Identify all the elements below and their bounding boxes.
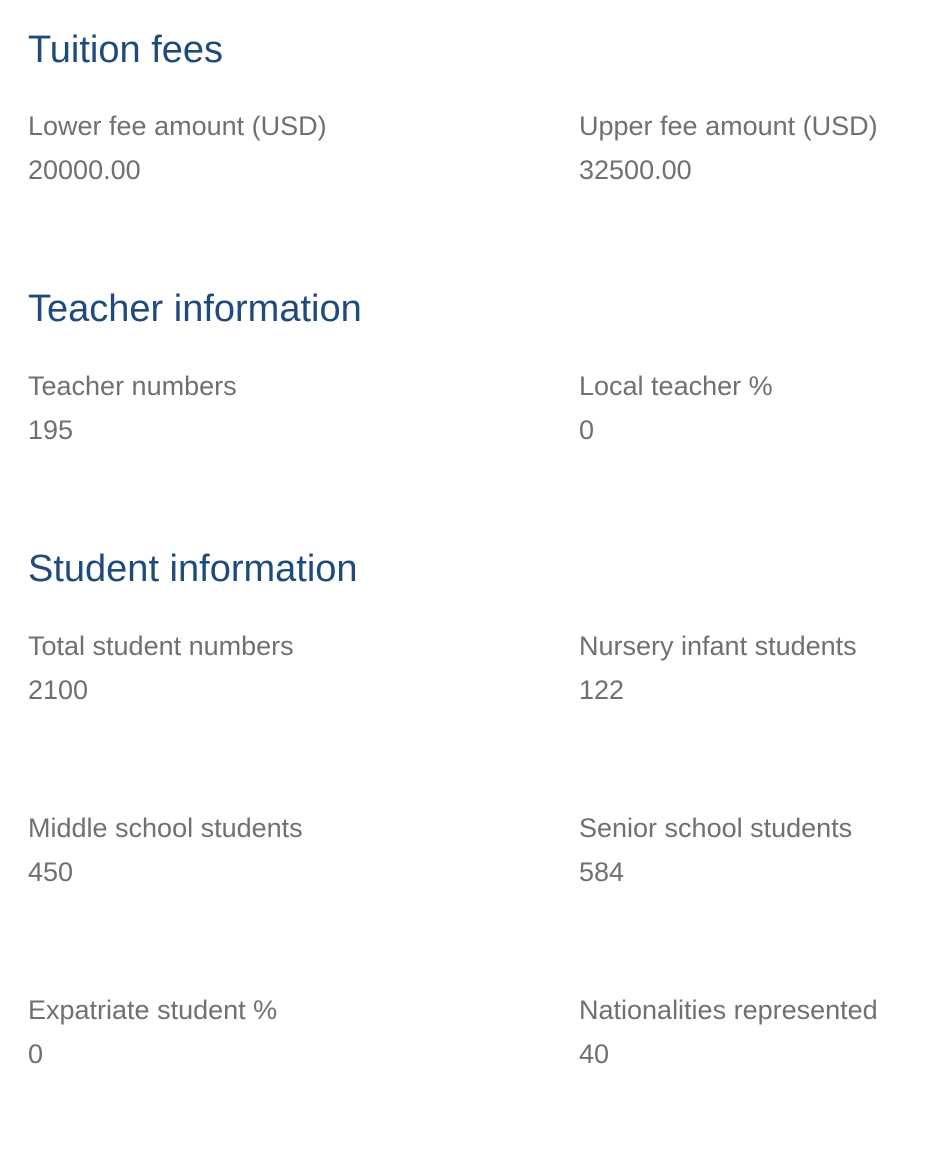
upper-fee-label: Upper fee amount (USD) (579, 111, 878, 141)
nationalities-value: 40 (579, 1039, 610, 1069)
upper-fee-value: 32500.00 (579, 155, 692, 185)
expatriate-student-label: Expatriate student % (28, 995, 278, 1025)
middle-school-label: Middle school students (28, 813, 303, 843)
teacher-numbers-value: 195 (28, 415, 74, 445)
lower-fee-value: 20000.00 (28, 155, 141, 185)
middle-school-field (28, 812, 388, 888)
middle-school-value: 450 (28, 857, 74, 887)
senior-school-label: Senior school students (579, 813, 853, 843)
teacher-numbers-label: Teacher numbers (28, 371, 237, 401)
lower-fee-label: Lower fee amount (USD) (28, 111, 327, 141)
upper-fee-field (579, 110, 939, 186)
teacher-information-heading: Teacher information (28, 288, 362, 330)
student-information-heading: Student information (28, 548, 358, 590)
expatriate-student-field (28, 994, 388, 1070)
local-teacher-label: Local teacher % (579, 371, 773, 401)
nationalities-field (579, 994, 939, 1070)
senior-school-field (579, 812, 939, 888)
nursery-students-label: Nursery infant students (579, 631, 857, 661)
local-teacher-value: 0 (579, 415, 595, 445)
total-students-value: 2100 (28, 675, 89, 705)
tuition-fees-heading: Tuition fees (28, 29, 224, 71)
total-students-label: Total student numbers (28, 631, 294, 661)
expatriate-student-value: 0 (28, 1039, 44, 1069)
local-teacher-field (579, 370, 939, 446)
lower-fee-field (28, 110, 388, 186)
total-students-field (28, 630, 388, 706)
nursery-students-field (579, 630, 939, 706)
nursery-students-value: 122 (579, 675, 625, 705)
nationalities-label: Nationalities represented (579, 995, 878, 1025)
teacher-numbers-field (28, 370, 388, 446)
senior-school-value: 584 (579, 857, 625, 887)
